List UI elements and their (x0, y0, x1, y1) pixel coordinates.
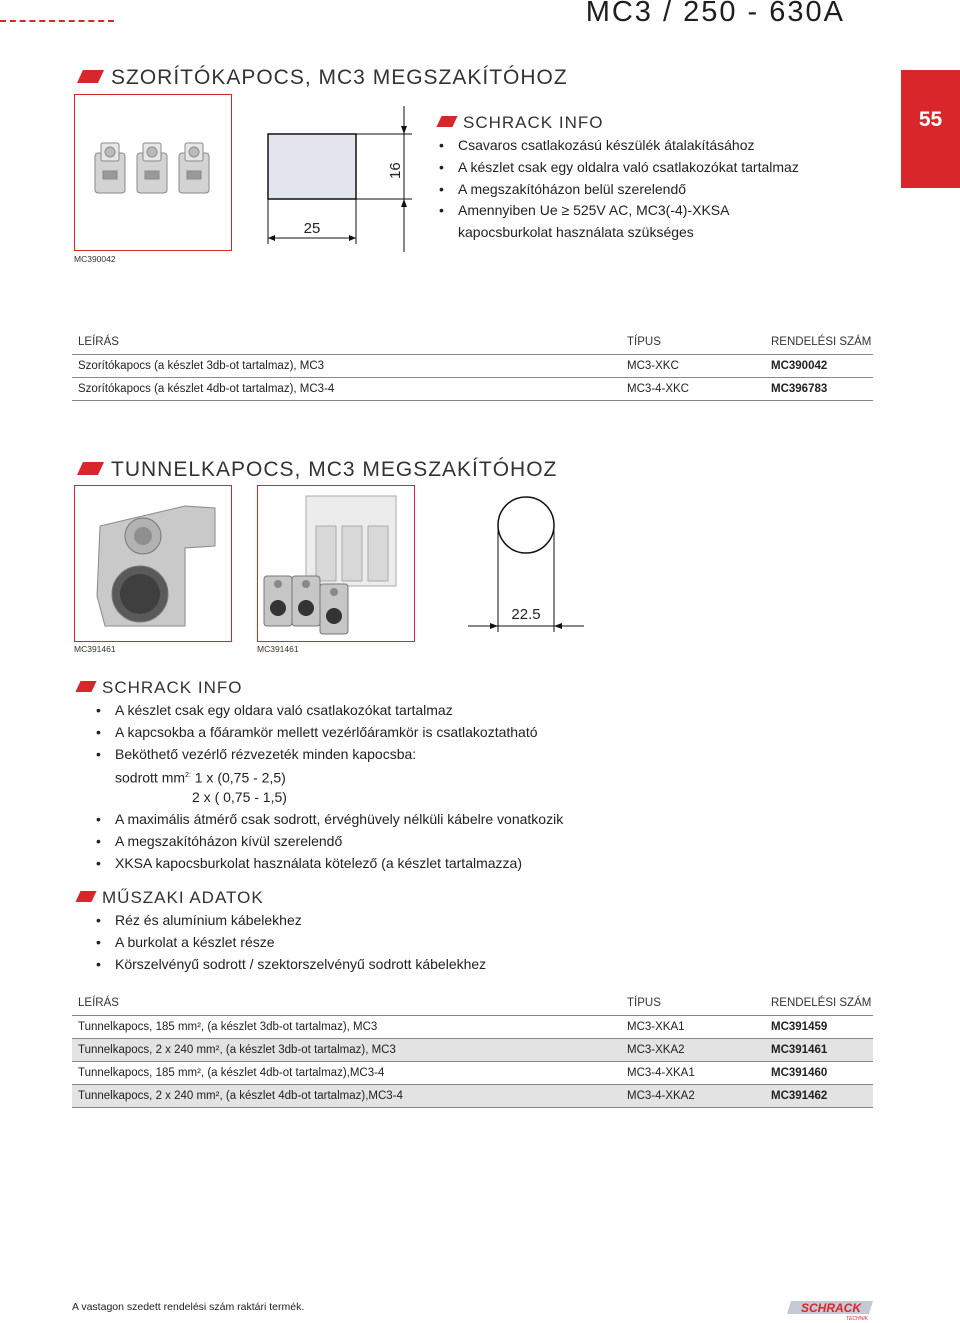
product-table-clamp (72, 330, 873, 401)
product-table-tunnel (72, 991, 873, 1108)
cell-type: MC3-XKA1 (621, 1016, 765, 1039)
technical-data (78, 888, 486, 975)
flag-icon (75, 681, 96, 692)
dimension-drawing-circle (468, 487, 588, 633)
image-code-2: MC391461 (257, 644, 299, 654)
col-header-description: LEÍRÁS (72, 330, 621, 355)
cell-order-number: MC390042 (765, 355, 873, 378)
col-header-description: LEÍRÁS (72, 991, 621, 1016)
wire-label: sodrott mm (115, 770, 186, 787)
tech-item: • A burkolat a készlet része (96, 932, 486, 954)
tech-title: MŰSZAKI ADATOK (102, 888, 264, 907)
logo-subtext: TECHNIK (846, 1316, 868, 1321)
image-code-1: MC391461 (74, 644, 116, 654)
cell-order-number: MC391460 (765, 1062, 873, 1085)
dimension-drawing-rect (262, 104, 422, 254)
wire-sup: 2: (185, 772, 191, 780)
tech-item: • Körszelvényű sodrott / szektorszelvényű sodrott kábelekhez (96, 954, 486, 976)
info-item: • Amennyiben Ue ≥ 525V AC, MC3(-4)-XKSA (439, 200, 799, 222)
dim-width-label: 25 (303, 220, 321, 237)
info-item: kapocsburkolat használata szükséges (458, 224, 694, 241)
cell-type: MC3-XKC (621, 355, 765, 378)
flag-icon (75, 891, 96, 902)
cell-description: Szorítókapocs (a készlet 3db-ot tartalmaz), MC3 (72, 355, 621, 378)
schrack-info-2 (78, 678, 563, 874)
schrack-logo (787, 1299, 874, 1321)
tech-item: • Réz és alumínium kábelekhez (96, 910, 486, 932)
info-item: • A készlet csak egy oldara való csatlakozókat tartalmaz (96, 700, 563, 722)
logo-text: SCHRACK (801, 1301, 861, 1315)
info-item: • Beköthető vezérlő rézvezeték minden kapocsba: (96, 744, 563, 766)
flag-icon (77, 70, 104, 83)
info-item: • A megszakítóházon belül szerelendő (439, 179, 799, 201)
cell-type: MC3-4-XKA1 (621, 1062, 765, 1085)
image-code: MC390042 (74, 254, 116, 264)
table-row (72, 1085, 873, 1108)
table-row (72, 1062, 873, 1085)
cell-description: Tunnelkapocs, 185 mm², (a készlet 3db-ot tartalmaz), MC3 (72, 1016, 621, 1039)
wire-line-1: 1 x (0,75 - 2,5) (194, 770, 286, 787)
table-header (72, 991, 873, 1016)
col-header-order-number: RENDELÉSI SZÁM (765, 991, 873, 1016)
info-title: SCHRACK INFO (463, 113, 604, 132)
dim-height-label: 16 (387, 162, 404, 179)
dim-diameter-label: 22.5 (511, 606, 541, 623)
flag-icon (77, 462, 104, 475)
info-item: • Csavaros csatlakozású készülék átalakításához (439, 135, 799, 157)
table-row (72, 1016, 873, 1039)
section-title-clamp (80, 66, 568, 90)
cell-description: Tunnelkapocs, 185 mm², (a készlet 4db-ot tartalmaz),MC3-4 (72, 1062, 621, 1085)
section-title-tunnel (80, 458, 557, 482)
flag-icon (436, 116, 457, 127)
col-header-type: TÍPUS (621, 330, 765, 355)
cell-type: MC3-4-XKA2 (621, 1085, 765, 1108)
info-title: SCHRACK INFO (102, 678, 243, 697)
cell-type: MC3-XKA2 (621, 1039, 765, 1062)
schrack-info-1 (439, 113, 799, 244)
cell-description: Szorítókapocs (a készlet 4db-ot tartalmaz), MC3-4 (72, 378, 621, 401)
info-item: • XKSA kapocsburkolat használata kötelező (a készlet tartalmazza) (96, 853, 563, 875)
footer-note: A vastagon szedett rendelési szám raktári termék. (72, 1301, 305, 1313)
col-header-type: TÍPUS (621, 991, 765, 1016)
wire-spec-2: 2 x ( 0,75 - 1,5) (192, 789, 287, 806)
product-photo-tunnel-set (257, 485, 415, 642)
product-photo-clamps (74, 94, 232, 251)
cell-description: Tunnelkapocs, 2 x 240 mm², (a készlet 3db-ot tartalmaz), MC3 (72, 1039, 621, 1062)
table-row (72, 1039, 873, 1062)
product-photo-tunnel-terminal (74, 485, 232, 642)
cell-order-number: MC391459 (765, 1016, 873, 1039)
cell-order-number: MC391462 (765, 1085, 873, 1108)
cell-order-number: MC396783 (765, 378, 873, 401)
table-row (72, 355, 873, 378)
wire-spec (96, 765, 563, 787)
cell-order-number: MC391461 (765, 1039, 873, 1062)
table-row (72, 378, 873, 401)
info-item: • A megszakítóházon kívül szerelendő (96, 831, 563, 853)
page-title: MC3 / 250 - 630A (585, 0, 845, 28)
cell-description: Tunnelkapocs, 2 x 240 mm², (a készlet 4db-ot tartalmaz),MC3-4 (72, 1085, 621, 1108)
info-item: • A kapcsokba a főáramkör mellett vezérlőáramkör is csatlakoztatható (96, 722, 563, 744)
cell-type: MC3-4-XKC (621, 378, 765, 401)
info-item: • A maximális átmérő csak sodrott, érvéghüvely nélküli kábelre vonatkozik (96, 809, 563, 831)
info-item: • A készlet csak egy oldalra való csatlakozókat tartalmaz (439, 157, 799, 179)
section-title-text: SZORÍTÓKAPOCS, MC3 MEGSZAKÍTÓHOZ (111, 66, 568, 89)
table-header (72, 330, 873, 355)
section-title-text: TUNNELKAPOCS, MC3 MEGSZAKÍTÓHOZ (111, 458, 558, 481)
col-header-order-number: RENDELÉSI SZÁM (765, 330, 873, 355)
header-rule (0, 20, 114, 22)
page-number-tab: 55 (901, 70, 960, 188)
